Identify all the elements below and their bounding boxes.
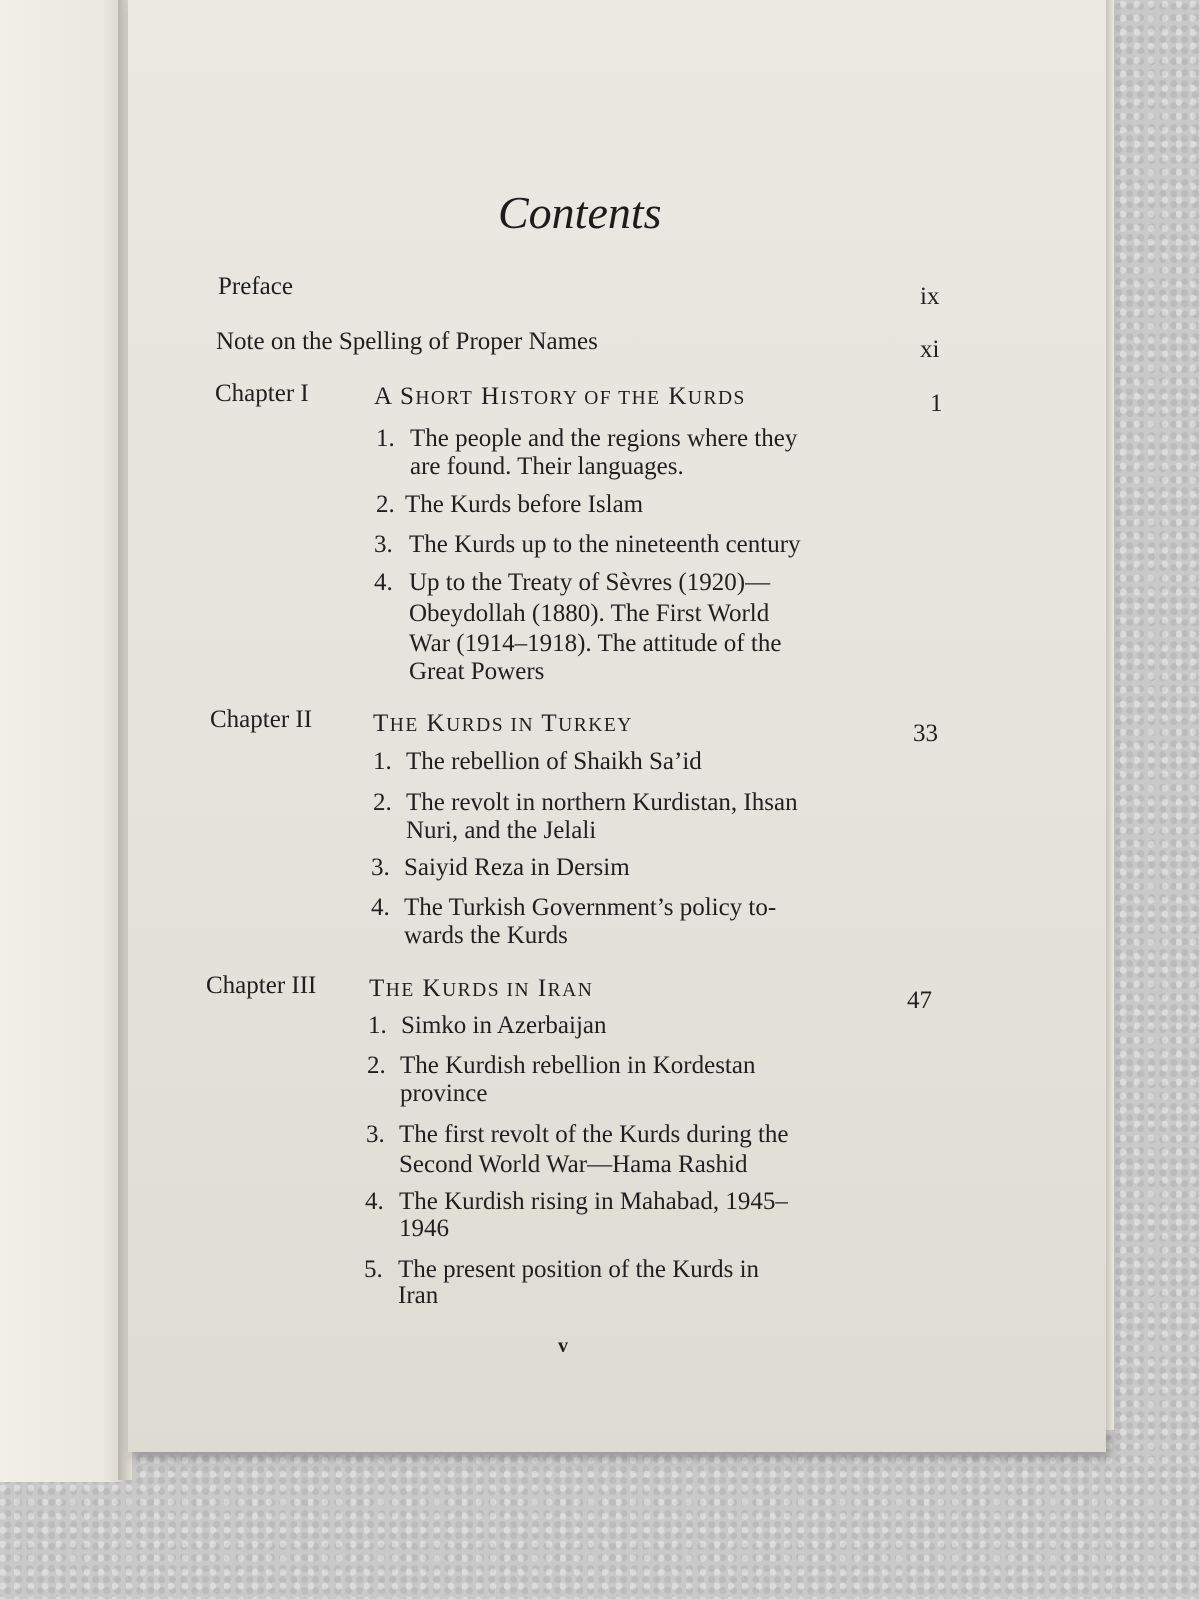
section-number: 3. [374, 531, 393, 558]
section-number: 5. [364, 1256, 383, 1283]
chapter-page: 1 [930, 390, 943, 417]
section-number: 2. [376, 491, 395, 518]
section-line: are found. Their languages. [410, 453, 684, 480]
section-line: 1946 [399, 1215, 449, 1242]
toc-page-preface: ix [920, 283, 940, 310]
chapter-page: 47 [907, 987, 932, 1014]
section-line: Great Powers [409, 658, 545, 685]
section-number: 1. [373, 748, 392, 775]
page-folio: v [558, 1335, 568, 1357]
chapter-page: 33 [913, 720, 938, 747]
section-number: 4. [371, 894, 390, 921]
section-line: The Kurdish rising in Mahabad, 1945– [399, 1188, 788, 1215]
section-line: The Kurdish rebellion in Kordestan [400, 1052, 756, 1079]
section-number: 1. [376, 425, 395, 452]
chapter-heading: THE KURDS IN TURKEY [373, 710, 633, 737]
section-line: Obeydollah (1880). The First World [409, 600, 770, 627]
toc-entry-spelling-note: Note on the Spelling of Proper Names [216, 328, 598, 355]
section-line: The Kurds before Islam [405, 491, 644, 518]
section-line: The revolt in northern Kurdistan, Ihsan [406, 789, 798, 816]
section-line: province [400, 1080, 488, 1107]
section-number: 2. [373, 789, 392, 816]
section-line: Simko in Azerbaijan [401, 1012, 607, 1039]
section-number: 2. [367, 1052, 386, 1079]
section-line: The present position of the Kurds in [398, 1256, 760, 1283]
section-number: 3. [366, 1121, 385, 1148]
section-line: Second World War—Hama Rashid [399, 1151, 748, 1178]
section-number: 4. [374, 569, 393, 596]
section-line: The rebellion of Shaikh Sa’id [406, 748, 702, 775]
chapter-heading: THE KURDS IN IRAN [369, 975, 594, 1002]
section-line: The Kurds up to the nineteenth century [409, 531, 801, 558]
chapter-label: Chapter II [210, 706, 313, 733]
toc-page-spelling-note: xi [920, 336, 940, 363]
section-number: 1. [368, 1012, 387, 1039]
section-line: The people and the regions where they [410, 425, 798, 452]
section-line: wards the Kurds [404, 922, 568, 949]
chapter-label: Chapter I [215, 380, 309, 407]
section-line: War (1914–1918). The attitude of the [409, 630, 782, 657]
section-line: The first revolt of the Kurds during the [399, 1121, 789, 1148]
section-line: Nuri, and the Jelali [406, 817, 597, 844]
page-edge [1106, 0, 1114, 1430]
section-number: 3. [371, 854, 390, 881]
page-title: Contents [498, 187, 662, 238]
chapter-label: Chapter III [206, 972, 317, 999]
section-line: Up to the Treaty of Sèvres (1920)— [409, 569, 771, 596]
chapter-heading: A SHORT HISTORY OF THE KURDS [374, 383, 746, 410]
facing-page [0, 0, 122, 1482]
section-line: The Turkish Government’s policy to- [404, 894, 777, 921]
section-line: Iran [398, 1282, 439, 1309]
section-line: Saiyid Reza in Dersim [404, 854, 630, 881]
toc-entry-preface: Preface [218, 273, 293, 300]
section-number: 4. [365, 1188, 384, 1215]
